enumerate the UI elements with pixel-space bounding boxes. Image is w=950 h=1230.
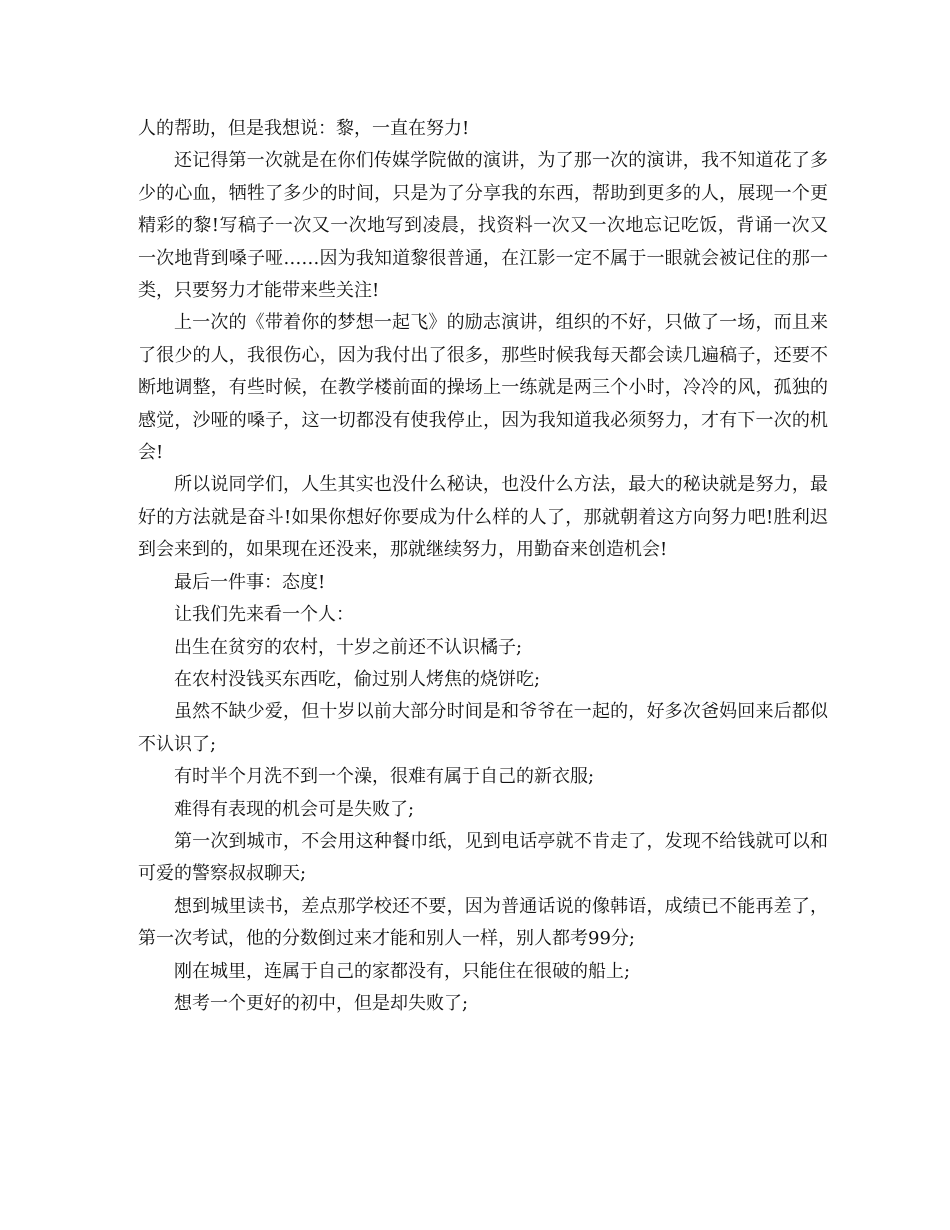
paragraph-10: 有时半个月洗不到一个澡，很难有属于自己的新衣服;	[174, 766, 595, 788]
paragraph-7: 出生在贫穷的农村，十岁之前还不认识橘子;	[174, 636, 523, 658]
paragraph-3: 上一次的《带着你的梦想一起飞》的励志演讲，组织的不好，只做了一场，而且来了很少的人，我很伤心，因为我付出了很多，那些时候我每天都会读几遍稿子，还要不断地调整，有些时候，在教学楼前面的操场上一练就是两三个小时，冷冷的风，孤独的感觉，沙哑的嗓子，这一切都没有使我停止，因为我知道我必须努力，才有下一次的机会!	[138, 312, 828, 464]
paragraph-2: 还记得第一次就是在你们传媒学院做的演讲，为了那一次的演讲，我不知道花了多少的心血，牺牲了多少的时间，只是为了分享我的东西，帮助到更多的人，展现一个更精彩的黎!写稿子一次又一次地写到凌晨，找资料一次又一次地忘记吃饭，背诵一次又一次地背到嗓子哑……因为我知道黎很普通，在江影一定不属于一眼就会被记住的那一类，只要努力才能带来些关注!	[138, 150, 828, 302]
paragraph-8: 在农村没钱买东西吃，偷过别人烤焦的烧饼吃;	[174, 668, 541, 690]
paragraph-13: 想到城里读书，差点那学校还不要，因为普通话说的像韩语，成绩已不能再差了，第一次考试，他的分数倒过来才能和别人一样，别人都考99分;	[138, 895, 828, 950]
paragraph-9: 虽然不缺少爱，但十岁以前大部分时间是和爷爷在一起的，好多次爸妈回来后都似不认识了;	[138, 701, 828, 755]
paragraph-11: 难得有表现的机会可是失败了;	[174, 798, 415, 820]
document-body	[138, 113, 828, 1020]
paragraph-12: 第一次到城市，不会用这种餐巾纸，见到电话亭就不肯走了，发现不给钱就可以和可爱的警察叔叔聊天;	[138, 830, 828, 885]
paragraph-6: 让我们先来看一个人：	[174, 604, 354, 626]
paragraph-5: 最后一件事：态度!	[174, 571, 326, 593]
paragraph-1: 人的帮助，但是我想说：黎，一直在努力!	[138, 118, 470, 139]
paragraph-14: 刚在城里，连属于自己的家都没有，只能住在很破的船上;	[174, 960, 631, 982]
paragraph-4: 所以说同学们，人生其实也没什么秘诀，也没什么方法，最大的秘诀就是努力，最好的方法就是奋斗!如果你想好你要成为什么样的人了，那就朝着这方向努力吧!胜利迟到会来到的，如果现在还没来，那就继续努力，用勤奋来创造机会!	[138, 474, 828, 561]
paragraph-15: 想考一个更好的初中，但是却失败了;	[174, 992, 469, 1014]
